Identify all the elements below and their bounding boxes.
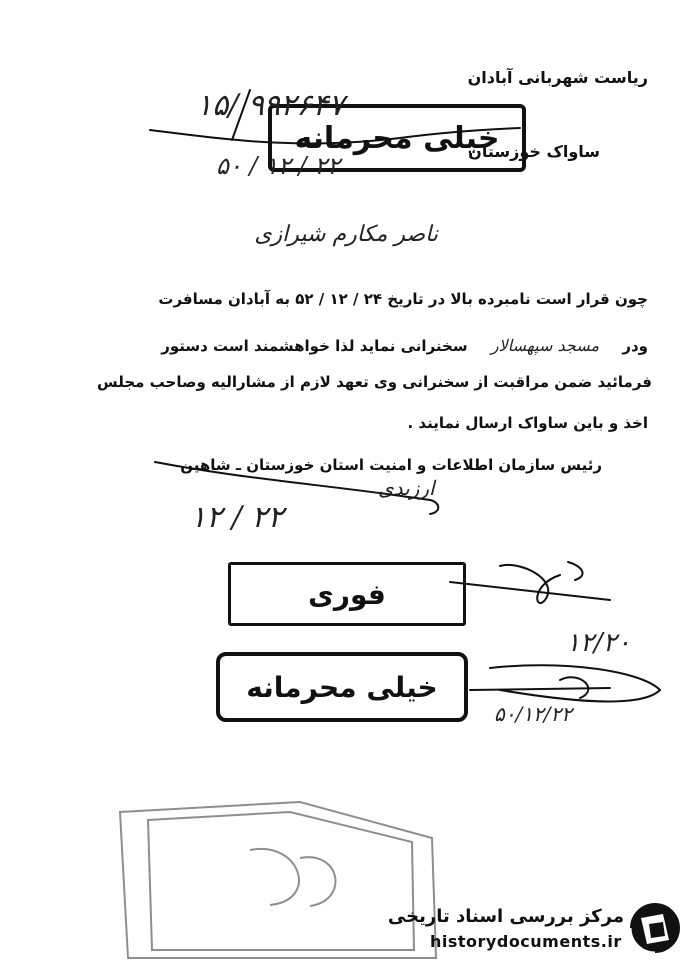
reference-date: ۵۰ / ۱۲ / ۲۲ [216, 152, 341, 180]
body-line-2-prefix: ودر [622, 337, 648, 355]
urgent-stamp-label: فوری [308, 577, 386, 611]
secret-stamp [216, 652, 468, 722]
top-secret-stamp-label: خیلی محرمانه [294, 120, 500, 156]
body-line-2-handwritten: مسجد سپهسالار [490, 336, 600, 355]
signature-line: رئیس سازمان اطلاعات و امنیت استان خوزستان ـ شاهین [180, 456, 602, 474]
body-line-2 [161, 336, 648, 355]
signature-date: ۱۲ / ۲۲ [190, 500, 284, 535]
body-line-1: چون قرار است نامبرده بالا در تاریخ ۲۴ / ۱۲ / ۵۲ به آبادان مسافرت [158, 290, 648, 308]
body-line-2-suffix: سخنرانی نماید لذا خواهشمند است دستور [161, 337, 468, 355]
subject-name: ناصر مکارم شیرازی [254, 222, 438, 247]
office-title: ریاست شهربانی آبادان [467, 68, 648, 87]
signature-initials: ارزیدی [378, 476, 435, 500]
reference-number: ۱۵/ ۹۹۲۶۴۷ [196, 88, 345, 123]
body-line-4: اخذ و باین ساواک ارسال نمایند . [407, 414, 648, 432]
date-annotation-right: ۱۲/۲۰ [566, 628, 631, 658]
footer-site: historydocuments.ir [430, 932, 622, 951]
footer-org: مرکز بررسی اسناد تاریخی [387, 906, 624, 927]
body-line-3: فرمائید ضمن مراقبت از سخنرانی وی تعهد لازم از مشارالیه وصاحب مجلس [97, 373, 652, 391]
ref-annotation-right: ۵۰/۱۲/۲۲ [494, 702, 572, 726]
secret-stamp-label: خیلی محرمانه [246, 670, 438, 704]
urgent-stamp [228, 562, 466, 626]
recipient-line: ساواک خوزستان [468, 142, 600, 161]
